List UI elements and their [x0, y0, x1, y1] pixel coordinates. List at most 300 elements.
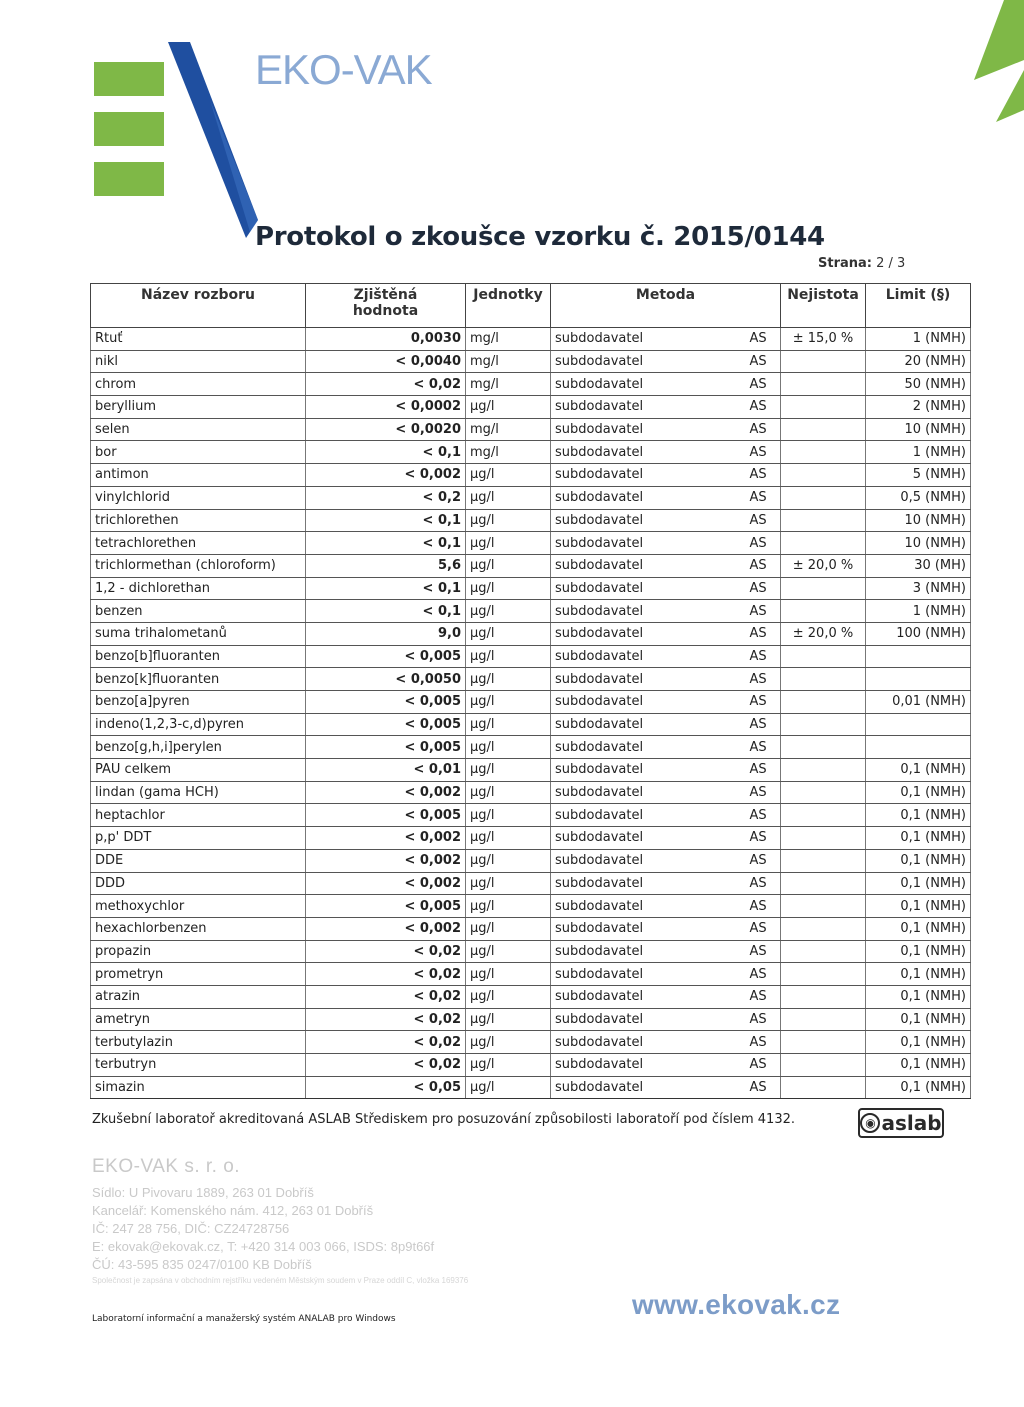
measured-value: < 0,005	[306, 895, 466, 918]
measured-value: < 0,005	[306, 713, 466, 736]
measured-value: < 0,005	[306, 691, 466, 714]
uncertainty	[781, 600, 866, 623]
analysis-name: suma trihalometanů	[91, 622, 306, 645]
method: subdodavatel	[551, 1076, 746, 1099]
measured-value: < 0,002	[306, 917, 466, 940]
company-address: Sídlo: U Pivovaru 1889, 263 01 Dobříš	[92, 1185, 314, 1200]
method-code: AS	[746, 645, 781, 668]
page-value: 2 / 3	[876, 256, 906, 271]
limit: 0,01 (NMH)	[866, 691, 971, 714]
limit: 0,5 (NMH)	[866, 486, 971, 509]
uncertainty	[781, 1076, 866, 1099]
header-unit: Jednotky	[466, 284, 551, 328]
aslab-logo-text: aslab	[881, 1111, 942, 1135]
measured-value: < 0,01	[306, 759, 466, 782]
analysis-name: antimon	[91, 464, 306, 487]
method: subdodavatel	[551, 1031, 746, 1054]
unit: µg/l	[466, 872, 551, 895]
uncertainty	[781, 350, 866, 373]
uncertainty	[781, 509, 866, 532]
measured-value: < 0,005	[306, 804, 466, 827]
unit: µg/l	[466, 691, 551, 714]
uncertainty	[781, 1008, 866, 1031]
limit: 1 (NMH)	[866, 600, 971, 623]
header-value-line1: Zjištěná	[353, 287, 418, 303]
unit: µg/l	[466, 759, 551, 782]
limit: 10 (NMH)	[866, 509, 971, 532]
company-contact: E: ekovak@ekovak.cz, T: +420 314 003 066, ISDS: 8p9t66f	[92, 1239, 435, 1254]
method-code: AS	[746, 895, 781, 918]
method: subdodavatel	[551, 691, 746, 714]
method-code: AS	[746, 713, 781, 736]
company-ids: IČ: 247 28 756, DIČ: CZ24728756	[92, 1221, 290, 1236]
measured-value: < 0,02	[306, 940, 466, 963]
uncertainty	[781, 464, 866, 487]
table-row	[91, 1054, 971, 1077]
unit: µg/l	[466, 1076, 551, 1099]
analysis-name: vinylchlorid	[91, 486, 306, 509]
method-code: AS	[746, 418, 781, 441]
header-limit: Limit (§)	[866, 284, 971, 328]
method: subdodavatel	[551, 736, 746, 759]
method: subdodavatel	[551, 622, 746, 645]
analysis-name: benzo[g,h,i]perylen	[91, 736, 306, 759]
table-row	[91, 645, 971, 668]
table-row	[91, 940, 971, 963]
analysis-name: DDD	[91, 872, 306, 895]
unit: µg/l	[466, 1008, 551, 1031]
measured-value: < 0,002	[306, 827, 466, 850]
method: subdodavatel	[551, 350, 746, 373]
header-name: Název rozboru	[91, 284, 306, 328]
method-code: AS	[746, 486, 781, 509]
table-row	[91, 1076, 971, 1099]
analysis-name: terbutryn	[91, 1054, 306, 1077]
limit: 0,1 (NMH)	[866, 1031, 971, 1054]
measured-value: < 0,02	[306, 373, 466, 396]
table-row	[91, 668, 971, 691]
table-row	[91, 373, 971, 396]
method: subdodavatel	[551, 464, 746, 487]
table-row	[91, 872, 971, 895]
accreditation-note: Zkušební laboratoř akreditovaná ASLAB Střediskem pro posuzování způsobilosti laboratoří pod číslem 4132.	[92, 1112, 795, 1127]
method-code: AS	[746, 441, 781, 464]
method-code: AS	[746, 554, 781, 577]
analysis-name: methoxychlor	[91, 895, 306, 918]
unit: µg/l	[466, 486, 551, 509]
unit: µg/l	[466, 464, 551, 487]
method: subdodavatel	[551, 668, 746, 691]
method: subdodavatel	[551, 1008, 746, 1031]
method: subdodavatel	[551, 827, 746, 850]
results-table	[90, 283, 971, 1099]
uncertainty	[781, 804, 866, 827]
limit: 20 (NMH)	[866, 350, 971, 373]
unit: µg/l	[466, 509, 551, 532]
uncertainty	[781, 736, 866, 759]
uncertainty: ± 20,0 %	[781, 622, 866, 645]
limit: 0,1 (NMH)	[866, 985, 971, 1008]
analysis-name: benzo[a]pyren	[91, 691, 306, 714]
analysis-name: atrazin	[91, 985, 306, 1008]
method: subdodavatel	[551, 895, 746, 918]
measured-value: < 0,1	[306, 441, 466, 464]
unit: µg/l	[466, 1031, 551, 1054]
unit: µg/l	[466, 622, 551, 645]
method-code: AS	[746, 350, 781, 373]
table-row	[91, 350, 971, 373]
measured-value: < 0,02	[306, 1008, 466, 1031]
method-code: AS	[746, 827, 781, 850]
limit: 0,1 (NMH)	[866, 804, 971, 827]
method-code: AS	[746, 985, 781, 1008]
unit: µg/l	[466, 985, 551, 1008]
measured-value: < 0,1	[306, 532, 466, 555]
uncertainty: ± 15,0 %	[781, 328, 866, 351]
analysis-name: indeno(1,2,3-c,d)pyren	[91, 713, 306, 736]
measured-value: < 0,05	[306, 1076, 466, 1099]
unit: µg/l	[466, 849, 551, 872]
table-row	[91, 849, 971, 872]
method-code: AS	[746, 1031, 781, 1054]
unit: µg/l	[466, 554, 551, 577]
unit: µg/l	[466, 532, 551, 555]
uncertainty	[781, 532, 866, 555]
method-code: AS	[746, 963, 781, 986]
method-code: AS	[746, 532, 781, 555]
analysis-name: bor	[91, 441, 306, 464]
measured-value: < 0,0020	[306, 418, 466, 441]
limit: 0,1 (NMH)	[866, 759, 971, 782]
uncertainty	[781, 396, 866, 419]
unit: µg/l	[466, 668, 551, 691]
method-code: AS	[746, 872, 781, 895]
table-row	[91, 622, 971, 645]
measured-value: < 0,005	[306, 645, 466, 668]
unit: mg/l	[466, 373, 551, 396]
table-row	[91, 577, 971, 600]
document-title: Protokol o zkoušce vzorku č. 2015/0144	[255, 222, 825, 252]
analysis-name: tetrachlorethen	[91, 532, 306, 555]
method-code: AS	[746, 600, 781, 623]
analysis-name: chrom	[91, 373, 306, 396]
method: subdodavatel	[551, 532, 746, 555]
unit: µg/l	[466, 917, 551, 940]
method: subdodavatel	[551, 645, 746, 668]
method: subdodavatel	[551, 554, 746, 577]
limit: 5 (NMH)	[866, 464, 971, 487]
limit: 0,1 (NMH)	[866, 963, 971, 986]
table-row	[91, 804, 971, 827]
method-code: AS	[746, 736, 781, 759]
analysis-name: p,p' DDT	[91, 827, 306, 850]
uncertainty	[781, 940, 866, 963]
method: subdodavatel	[551, 940, 746, 963]
table-row	[91, 1031, 971, 1054]
uncertainty	[781, 781, 866, 804]
table-row	[91, 985, 971, 1008]
uncertainty	[781, 645, 866, 668]
software-note: Laboratorní informační a manažerský systém ANALAB pro Windows	[92, 1314, 396, 1324]
unit: µg/l	[466, 736, 551, 759]
measured-value: < 0,02	[306, 1031, 466, 1054]
header-value-line2: hodnota	[352, 303, 419, 319]
analysis-name: ametryn	[91, 1008, 306, 1031]
company-name: EKO-VAK s. r. o.	[92, 1156, 241, 1177]
method-code: AS	[746, 1054, 781, 1077]
unit: µg/l	[466, 940, 551, 963]
limit: 0,1 (NMH)	[866, 872, 971, 895]
uncertainty	[781, 577, 866, 600]
analysis-name: propazin	[91, 940, 306, 963]
uncertainty	[781, 441, 866, 464]
analysis-name: DDE	[91, 849, 306, 872]
limit	[866, 668, 971, 691]
method: subdodavatel	[551, 781, 746, 804]
measured-value: 5,6	[306, 554, 466, 577]
table-row	[91, 736, 971, 759]
method: subdodavatel	[551, 759, 746, 782]
table-row	[91, 486, 971, 509]
method: subdodavatel	[551, 600, 746, 623]
limit: 1 (NMH)	[866, 328, 971, 351]
limit: 0,1 (NMH)	[866, 827, 971, 850]
method-code: AS	[746, 396, 781, 419]
unit: µg/l	[466, 645, 551, 668]
table-row	[91, 781, 971, 804]
limit: 2 (NMH)	[866, 396, 971, 419]
method: subdodavatel	[551, 1054, 746, 1077]
method: subdodavatel	[551, 713, 746, 736]
header-method: Metoda	[551, 284, 781, 328]
table-header-row	[91, 284, 971, 328]
method: subdodavatel	[551, 577, 746, 600]
method: subdodavatel	[551, 963, 746, 986]
method-code: AS	[746, 804, 781, 827]
header-uncertainty: Nejistota	[781, 284, 866, 328]
method: subdodavatel	[551, 804, 746, 827]
method-code: AS	[746, 328, 781, 351]
table-row	[91, 827, 971, 850]
analysis-name: heptachlor	[91, 804, 306, 827]
measured-value: < 0,2	[306, 486, 466, 509]
table-row	[91, 328, 971, 351]
measured-value: < 0,1	[306, 509, 466, 532]
method-code: AS	[746, 1076, 781, 1099]
table-row	[91, 600, 971, 623]
aslab-logo	[858, 1108, 944, 1138]
unit: µg/l	[466, 895, 551, 918]
table-row	[91, 554, 971, 577]
analysis-name: selen	[91, 418, 306, 441]
uncertainty	[781, 985, 866, 1008]
analysis-name: Rtuť	[91, 328, 306, 351]
uncertainty: ± 20,0 %	[781, 554, 866, 577]
limit	[866, 713, 971, 736]
method-code: AS	[746, 509, 781, 532]
uncertainty	[781, 759, 866, 782]
limit: 30 (MH)	[866, 554, 971, 577]
table-row	[91, 532, 971, 555]
measured-value: < 0,002	[306, 781, 466, 804]
table-body	[91, 328, 971, 1099]
method-code: AS	[746, 691, 781, 714]
unit: µg/l	[466, 804, 551, 827]
method: subdodavatel	[551, 328, 746, 351]
measured-value: < 0,0040	[306, 350, 466, 373]
measured-value: < 0,1	[306, 577, 466, 600]
limit: 1 (NMH)	[866, 441, 971, 464]
unit: µg/l	[466, 963, 551, 986]
unit: µg/l	[466, 781, 551, 804]
limit: 0,1 (NMH)	[866, 917, 971, 940]
company-info	[92, 1156, 468, 1285]
analysis-name: beryllium	[91, 396, 306, 419]
analysis-name: benzo[k]fluoranten	[91, 668, 306, 691]
analysis-name: benzen	[91, 600, 306, 623]
limit: 0,1 (NMH)	[866, 1054, 971, 1077]
method-code: AS	[746, 668, 781, 691]
unit: µg/l	[466, 600, 551, 623]
uncertainty	[781, 1031, 866, 1054]
analysis-name: PAU celkem	[91, 759, 306, 782]
header-value	[306, 284, 466, 328]
uncertainty	[781, 668, 866, 691]
uncertainty	[781, 1054, 866, 1077]
method: subdodavatel	[551, 373, 746, 396]
method: subdodavatel	[551, 509, 746, 532]
uncertainty	[781, 713, 866, 736]
method-code: AS	[746, 917, 781, 940]
measured-value: < 0,1	[306, 600, 466, 623]
limit: 0,1 (NMH)	[866, 781, 971, 804]
analysis-name: simazin	[91, 1076, 306, 1099]
method: subdodavatel	[551, 872, 746, 895]
unit: mg/l	[466, 350, 551, 373]
table-row	[91, 464, 971, 487]
table-row	[91, 895, 971, 918]
brand-logotype: EKO-VAK	[255, 46, 432, 93]
analysis-name: prometryn	[91, 963, 306, 986]
unit: mg/l	[466, 328, 551, 351]
unit: µg/l	[466, 577, 551, 600]
method-code: AS	[746, 759, 781, 782]
limit: 0,1 (NMH)	[866, 1076, 971, 1099]
page-indicator	[818, 256, 905, 271]
uncertainty	[781, 418, 866, 441]
limit	[866, 736, 971, 759]
uncertainty	[781, 849, 866, 872]
corner-logo-icon	[934, 0, 1024, 140]
limit: 10 (NMH)	[866, 418, 971, 441]
method: subdodavatel	[551, 849, 746, 872]
analysis-name: trichlormethan (chloroform)	[91, 554, 306, 577]
analysis-name: hexachlorbenzen	[91, 917, 306, 940]
uncertainty	[781, 917, 866, 940]
limit: 0,1 (NMH)	[866, 895, 971, 918]
table-row	[91, 759, 971, 782]
analysis-name: benzo[b]fluoranten	[91, 645, 306, 668]
method-code: AS	[746, 577, 781, 600]
company-registration: Společnost je zapsána v obchodním rejstříku vedeném Městským soudem v Praze oddíl C, vložka 169376	[92, 1276, 469, 1285]
table-row	[91, 441, 971, 464]
table-row	[91, 418, 971, 441]
uncertainty	[781, 872, 866, 895]
limit	[866, 645, 971, 668]
measured-value: < 0,002	[306, 464, 466, 487]
measured-value: < 0,0002	[306, 396, 466, 419]
table-row	[91, 963, 971, 986]
table-row	[91, 691, 971, 714]
uncertainty	[781, 373, 866, 396]
aslab-circle-icon: ◉	[860, 1113, 880, 1133]
unit: mg/l	[466, 441, 551, 464]
limit: 50 (NMH)	[866, 373, 971, 396]
limit: 100 (NMH)	[866, 622, 971, 645]
method-code: AS	[746, 464, 781, 487]
analysis-name: 1,2 - dichlorethan	[91, 577, 306, 600]
analysis-name: terbutylazin	[91, 1031, 306, 1054]
method-code: AS	[746, 849, 781, 872]
method: subdodavatel	[551, 441, 746, 464]
method-code: AS	[746, 1008, 781, 1031]
limit: 0,1 (NMH)	[866, 940, 971, 963]
measured-value: < 0,002	[306, 849, 466, 872]
method-code: AS	[746, 781, 781, 804]
method: subdodavatel	[551, 396, 746, 419]
table-row	[91, 396, 971, 419]
uncertainty	[781, 963, 866, 986]
limit: 0,1 (NMH)	[866, 1008, 971, 1031]
limit: 3 (NMH)	[866, 577, 971, 600]
unit: µg/l	[466, 713, 551, 736]
method: subdodavatel	[551, 486, 746, 509]
limit: 10 (NMH)	[866, 532, 971, 555]
logo-swoosh-icon	[150, 40, 260, 240]
method-code: AS	[746, 622, 781, 645]
page-label: Strana:	[818, 256, 872, 271]
limit: 0,1 (NMH)	[866, 849, 971, 872]
measured-value: < 0,02	[306, 985, 466, 1008]
measured-value: < 0,02	[306, 1054, 466, 1077]
method-code: AS	[746, 373, 781, 396]
method: subdodavatel	[551, 917, 746, 940]
uncertainty	[781, 486, 866, 509]
unit: µg/l	[466, 396, 551, 419]
unit: µg/l	[466, 1054, 551, 1077]
company-bank: ČÚ: 43-595 835 0247/0100 KB Dobříš	[92, 1257, 312, 1272]
measured-value: < 0,0050	[306, 668, 466, 691]
unit: mg/l	[466, 418, 551, 441]
analysis-name: nikl	[91, 350, 306, 373]
table-row	[91, 917, 971, 940]
table-row	[91, 713, 971, 736]
analysis-name: trichlorethen	[91, 509, 306, 532]
analysis-name: lindan (gama HCH)	[91, 781, 306, 804]
method-code: AS	[746, 940, 781, 963]
company-office: Kancelář: Komenského nám. 412, 263 01 Dobříš	[92, 1203, 374, 1218]
uncertainty	[781, 827, 866, 850]
table-row	[91, 509, 971, 532]
measured-value: < 0,005	[306, 736, 466, 759]
website-link[interactable]: www.ekovak.cz	[632, 1289, 841, 1320]
measured-value: < 0,02	[306, 963, 466, 986]
table-row	[91, 1008, 971, 1031]
measured-value: 9,0	[306, 622, 466, 645]
uncertainty	[781, 691, 866, 714]
unit: µg/l	[466, 827, 551, 850]
uncertainty	[781, 895, 866, 918]
